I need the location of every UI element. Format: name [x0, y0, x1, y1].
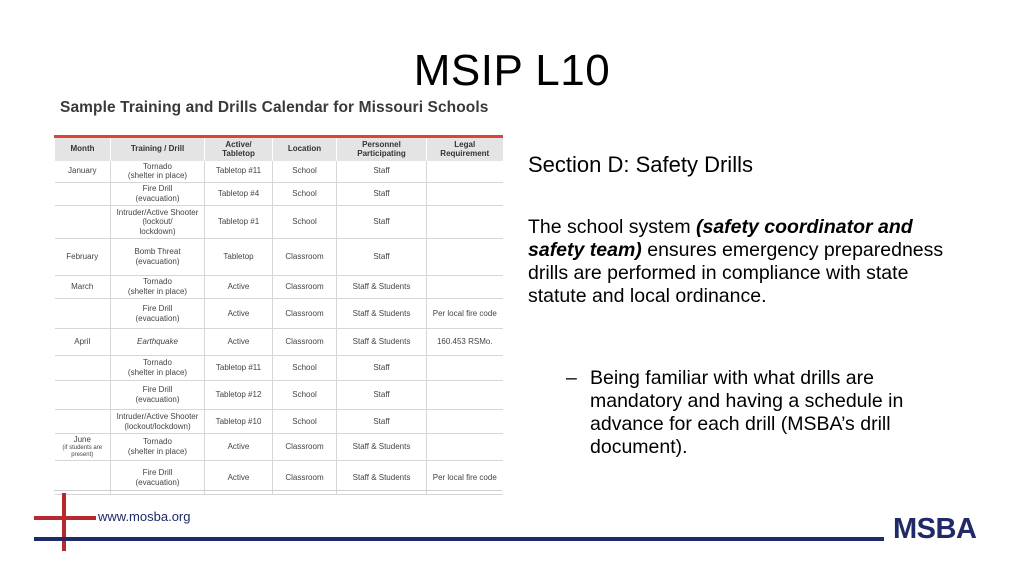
cell-personnel: Staff & Students: [337, 329, 427, 356]
cell-location: School: [273, 381, 337, 410]
footer-rule: [34, 537, 884, 541]
cell-month: [55, 206, 111, 239]
cell-drill: Fire Drill (evacuation): [111, 299, 205, 329]
cell-location: Classroom: [273, 329, 337, 356]
cell-month: [55, 410, 111, 434]
table-row: [55, 206, 503, 239]
cell-location: Classroom: [273, 239, 337, 276]
cell-drill: Fire Drill (evacuation): [111, 183, 205, 206]
cell-personnel: Staff: [337, 381, 427, 410]
cell-month: February: [55, 239, 111, 276]
paragraph-end: ensures emergency preparedness drills are performed in compliance with state statute and local ordinance.: [528, 239, 944, 307]
cell-drill: Earthquake: [111, 329, 205, 356]
cell-legal: [427, 410, 503, 434]
cell-month: June (if students are present): [55, 434, 111, 461]
table-row: [55, 356, 503, 381]
cell-location: Classroom: [273, 434, 337, 461]
table-row: [55, 161, 503, 183]
table-row: [55, 434, 503, 461]
cell-legal: [427, 161, 503, 183]
cell-drill: Intruder/Active Shooter (lockout/lockdown): [111, 410, 205, 434]
header-training-drill: Training / Drill: [111, 137, 205, 161]
cell-month: January: [55, 161, 111, 183]
cell-legal: [427, 276, 503, 299]
cell-mode: Active: [205, 461, 273, 495]
cell-personnel: Staff: [337, 356, 427, 381]
cell-personnel: Staff & Students: [337, 434, 427, 461]
cell-location: School: [273, 356, 337, 381]
cell-month: March: [55, 276, 111, 299]
bullet-dash: –: [566, 367, 577, 389]
cell-location: School: [273, 410, 337, 434]
msba-logo: MSBA: [893, 513, 977, 545]
cell-location: Classroom: [273, 299, 337, 329]
table-row: [55, 239, 503, 276]
cell-personnel: Staff: [337, 206, 427, 239]
cell-legal: [427, 183, 503, 206]
section-title: Section D: Safety Drills: [528, 152, 753, 177]
cross-logo-vertical: [62, 493, 66, 551]
header-location: Location: [273, 137, 337, 161]
cell-personnel: Staff & Students: [337, 276, 427, 299]
cell-mode: Tabletop #11: [205, 356, 273, 381]
header-active-tabletop: Active/ Tabletop: [205, 137, 273, 161]
cell-month: [55, 183, 111, 206]
slide-title: MSIP L10: [413, 46, 611, 95]
table-row: [55, 276, 503, 299]
cell-personnel: Staff: [337, 161, 427, 183]
cross-logo-horizontal: [34, 516, 96, 520]
month-note: (if students are present): [62, 444, 103, 458]
table-header-row: [55, 137, 503, 161]
footer-url-link[interactable]: www.mosba.org: [98, 509, 191, 524]
cell-legal: [427, 434, 503, 461]
table-row: [55, 299, 503, 329]
drills-calendar-table: [54, 135, 503, 495]
cell-drill: Tornado (shelter in place): [111, 276, 205, 299]
table-bottom-rule: [54, 490, 502, 491]
cell-location: School: [273, 161, 337, 183]
cell-personnel: Staff: [337, 410, 427, 434]
paragraph-emphasis: (safety coordinator and safety team): [528, 216, 913, 261]
cell-month: [55, 356, 111, 381]
cell-personnel: Staff & Students: [337, 461, 427, 495]
cell-mode: Tabletop #10: [205, 410, 273, 434]
cell-month: [55, 299, 111, 329]
cell-legal: 160.453 RSMo.: [427, 329, 503, 356]
cell-mode: Tabletop: [205, 239, 273, 276]
cell-drill: Fire Drill (evacuation): [111, 381, 205, 410]
cell-drill: Bomb Threat (evacuation): [111, 239, 205, 276]
header-month: Month: [55, 137, 111, 161]
cell-location: School: [273, 206, 337, 239]
cell-location: Classroom: [273, 461, 337, 495]
cell-drill: Tornado (shelter in place): [111, 161, 205, 183]
cell-mode: Active: [205, 299, 273, 329]
cell-mode: Active: [205, 434, 273, 461]
cell-mode: Tabletop #11: [205, 161, 273, 183]
cell-legal: Per local fire code: [427, 299, 503, 329]
cell-location: Classroom: [273, 276, 337, 299]
table-row: [55, 183, 503, 206]
table-row: [55, 381, 503, 410]
table-row: [55, 410, 503, 434]
body-paragraph: [528, 216, 968, 308]
cell-mode: Tabletop #12: [205, 381, 273, 410]
cell-legal: Per local fire code: [427, 461, 503, 495]
cell-personnel: Staff: [337, 183, 427, 206]
cell-mode: Tabletop #1: [205, 206, 273, 239]
cell-month: April: [55, 329, 111, 356]
header-personnel: Personnel Participating: [337, 137, 427, 161]
cell-mode: Tabletop #4: [205, 183, 273, 206]
cell-legal: [427, 381, 503, 410]
cell-legal: [427, 356, 503, 381]
calendar-heading: Sample Training and Drills Calendar for Missouri Schools: [60, 99, 489, 116]
cell-drill: Tornado (shelter in place): [111, 356, 205, 381]
cell-legal: [427, 239, 503, 276]
cell-location: School: [273, 183, 337, 206]
bullet-text: Being familiar with what drills are mandatory and having a schedule in advance for each drill (MSBA’s drill document).: [590, 367, 904, 458]
cell-drill: Intruder/Active Shooter (lockout/ lockdown): [111, 206, 205, 239]
cell-drill: Tornado (shelter in place): [111, 434, 205, 461]
header-legal: Legal Requirement: [427, 137, 503, 161]
cell-mode: Active: [205, 276, 273, 299]
cell-legal: [427, 206, 503, 239]
cell-month: [55, 381, 111, 410]
cell-drill: Fire Drill (evacuation): [111, 461, 205, 495]
table-row: [55, 329, 503, 356]
paragraph-start: The school system: [528, 216, 696, 238]
cell-personnel: Staff: [337, 239, 427, 276]
cell-personnel: Staff & Students: [337, 299, 427, 329]
cell-mode: Active: [205, 329, 273, 356]
